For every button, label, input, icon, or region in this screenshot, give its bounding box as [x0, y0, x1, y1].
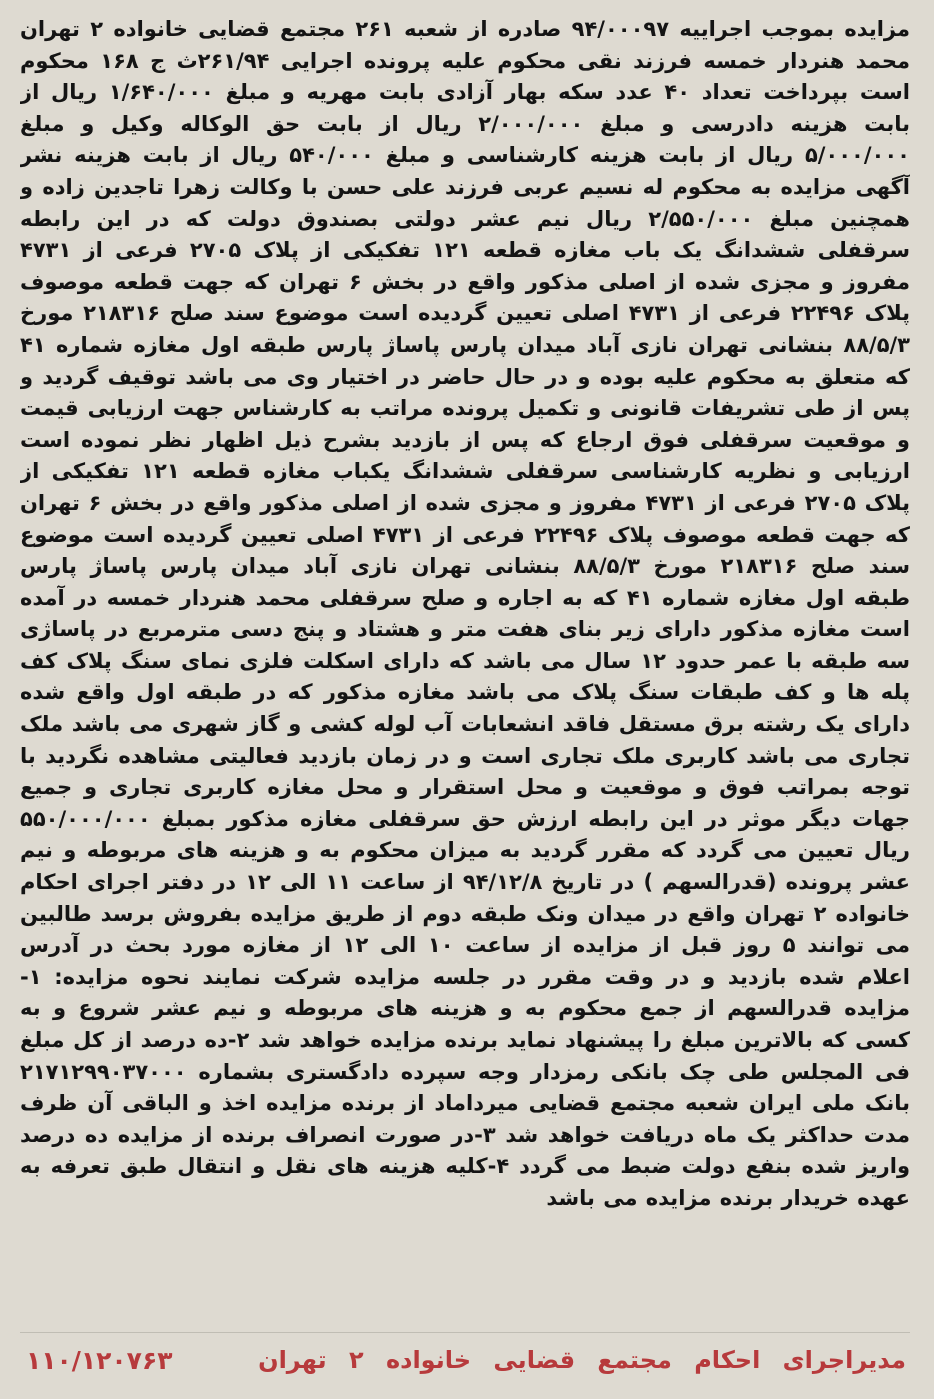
notice-footer — [26, 1338, 906, 1382]
footer-divider — [20, 1332, 910, 1333]
notice-reference-code: ۱۱۰/۱۲۰۷۶۳ — [26, 1345, 173, 1375]
issuer-signature: مدیراجرای احکام مجتمع قضایی خانواده ۲ تهران — [258, 1346, 906, 1374]
auction-notice — [20, 14, 910, 1324]
notice-body-text: مزایده بموجب اجراییه ۹۴/۰۰۰۹۷ صادره از شعبه ۲۶۱ مجتمع قضایی خانواده ۲ تهران محمد هنردار خمسه فرزند نقی محکوم علیه پرونده اجرایی ۲۶۱/۹۴ث ج ۱۶۸ محکوم است بپرداخت تعداد ۴۰ عدد سکه بهار آزادی بابت مهریه و مبلغ ۱/۶۴۰/۰۰۰ ریال از بابت هزینه دادرسی و مبلغ ۲/۰۰۰/۰۰۰ ریال از بابت حق الوکاله وکیل و مبلغ ۵/۰۰۰/۰۰۰ ریال از بابت هزینه کارشناسی و مبلغ ۵۴۰/۰۰۰ ریال از بابت هزینه نشر آگهی مزایده به محکوم له نسیم عربی فرزند علی حسن با وکالت زهرا تاجدین زاده و همچنین مبلغ ۲/۵۵۰/۰۰۰ ریال نیم عشر دولتی بصندوق دولت که در این رابطه سرقفلی ششدانگ یک باب مغازه قطعه ۱۲۱ تفکیکی از پلاک ۲۷۰۵ فرعی از ۴۷۳۱ مفروز و مجزی شده از اصلی مذکور واقع در بخش ۶ تهران که جهت قطعه موصوف پلاک ۲۲۴۹۶ فرعی از ۴۷۳۱ اصلی تعیین گردیده است موضوع سند صلح ۲۱۸۳۱۶ مورخ ۸۸/۵/۳ بنشانی تهران نازی آباد میدان پارس پاساژ پارس طبقه اول مغازه شماره ۴۱ که متعلق به محکوم علیه بوده و در حال حاضر در اختیار وی می باشد توقیف گردید و پس از طی تشریفات قانونی و تکمیل پرونده مراتب به کارشناس جهت ارزیابی قیمت و موقعیت سرقفلی فوق ارجاع که پس از بازدید بشرح ذیل اظهار نظر نموده است ارزیابی و نظریه کارشناسی سرقفلی ششدانگ یکباب مغازه قطعه ۱۲۱ تفکیکی از پلاک ۲۷۰۵ فرعی از ۴۷۳۱ مفروز و مجزی شده از اصلی مذکور واقع در بخش ۶ تهران که جهت قطعه موصوف پلاک ۲۲۴۹۶ فرعی از ۴۷۳۱ اصلی تعیین گردیده است موضوع سند صلح ۲۱۸۳۱۶ مورخ ۸۸/۵/۳ بنشانی تهران نازی آباد میدان پارس پاساژ پارس طبقه اول مغازه شماره ۴۱ که به اجاره و صلح سرقفلی محمد هنردار خمسه در آمده است مغازه مذکور دارای زیر بنای هفت متر و هشتاد و پنج دسی مترمربع در پاساژی سه طبقه با عمر حدود ۱۲ سال می باشد که دارای اسکلت فلزی نمای سنگ پلاک کف پله ها و کف طبقات سنگ پلاک می باشد مغازه مذکور که در طبقه اول واقع شده دارای یک رشته برق مستقل فاقد انشعابات آب لوله کشی و گاز شهری می باشد ملک تجاری می باشد کاربری ملک تجاری است و در زمان بازدید فعالیتی مشاهده نگردید با توجه بمراتب فوق و موقعیت و محل استقرار و محل مغازه کاربری تجاری و جمیع جهات دیگر موثر در این رابطه ارزش حق سرقفلی مغازه مذکور بمبلغ ۵۵۰/۰۰۰/۰۰۰ ریال تعیین می گردد که مقرر گردید به میزان محکوم به و هزینه های مربوطه و نیم عشر پرونده (قدرالسهم ) در تاریخ ۹۴/۱۲/۸ از ساعت ۱۱ الی ۱۲ در دفتر اجرای احکام خانواده ۲ تهران واقع در میدان ونک طبقه دوم از طریق مزایده بفروش برسد طالبین می توانند ۵ روز قبل از مزایده از ساعت ۱۰ الی ۱۲ از مغازه مورد بحث در آدرس اعلام شده بازدید و در وقت مقرر در جلسه مزایده شرکت نمایند نحوه مزایده: ۱-مزایده قدرالسهم از جمع محکوم به و هزینه های مربوطه و نیم عشر شروع و به کسی که بالاترین مبلغ را پیشنهاد نماید برنده مزایده خواهد شد ۲-ده درصد از کل مبلغ فی المجلس طی چک بانکی رمزدار وجه سپرده دادگستری بشماره ۲۱۷۱۲۹۹۰۳۷۰۰۰ بانک ملی ایران شعبه مجتمع قضایی میرداماد از برنده مزایده اخذ و الباقی آن ظرف مدت حداکثر یک ماه دریافت خواهد شد ۳-در صورت انصراف برنده از مزایده ده درصد واریز شده بنفع دولت ضبط می گردد ۴-کلیه هزینه های نقل و انتقال طبق تعرفه به عهده خریدار برنده مزایده می باشد — [20, 17, 910, 1210]
